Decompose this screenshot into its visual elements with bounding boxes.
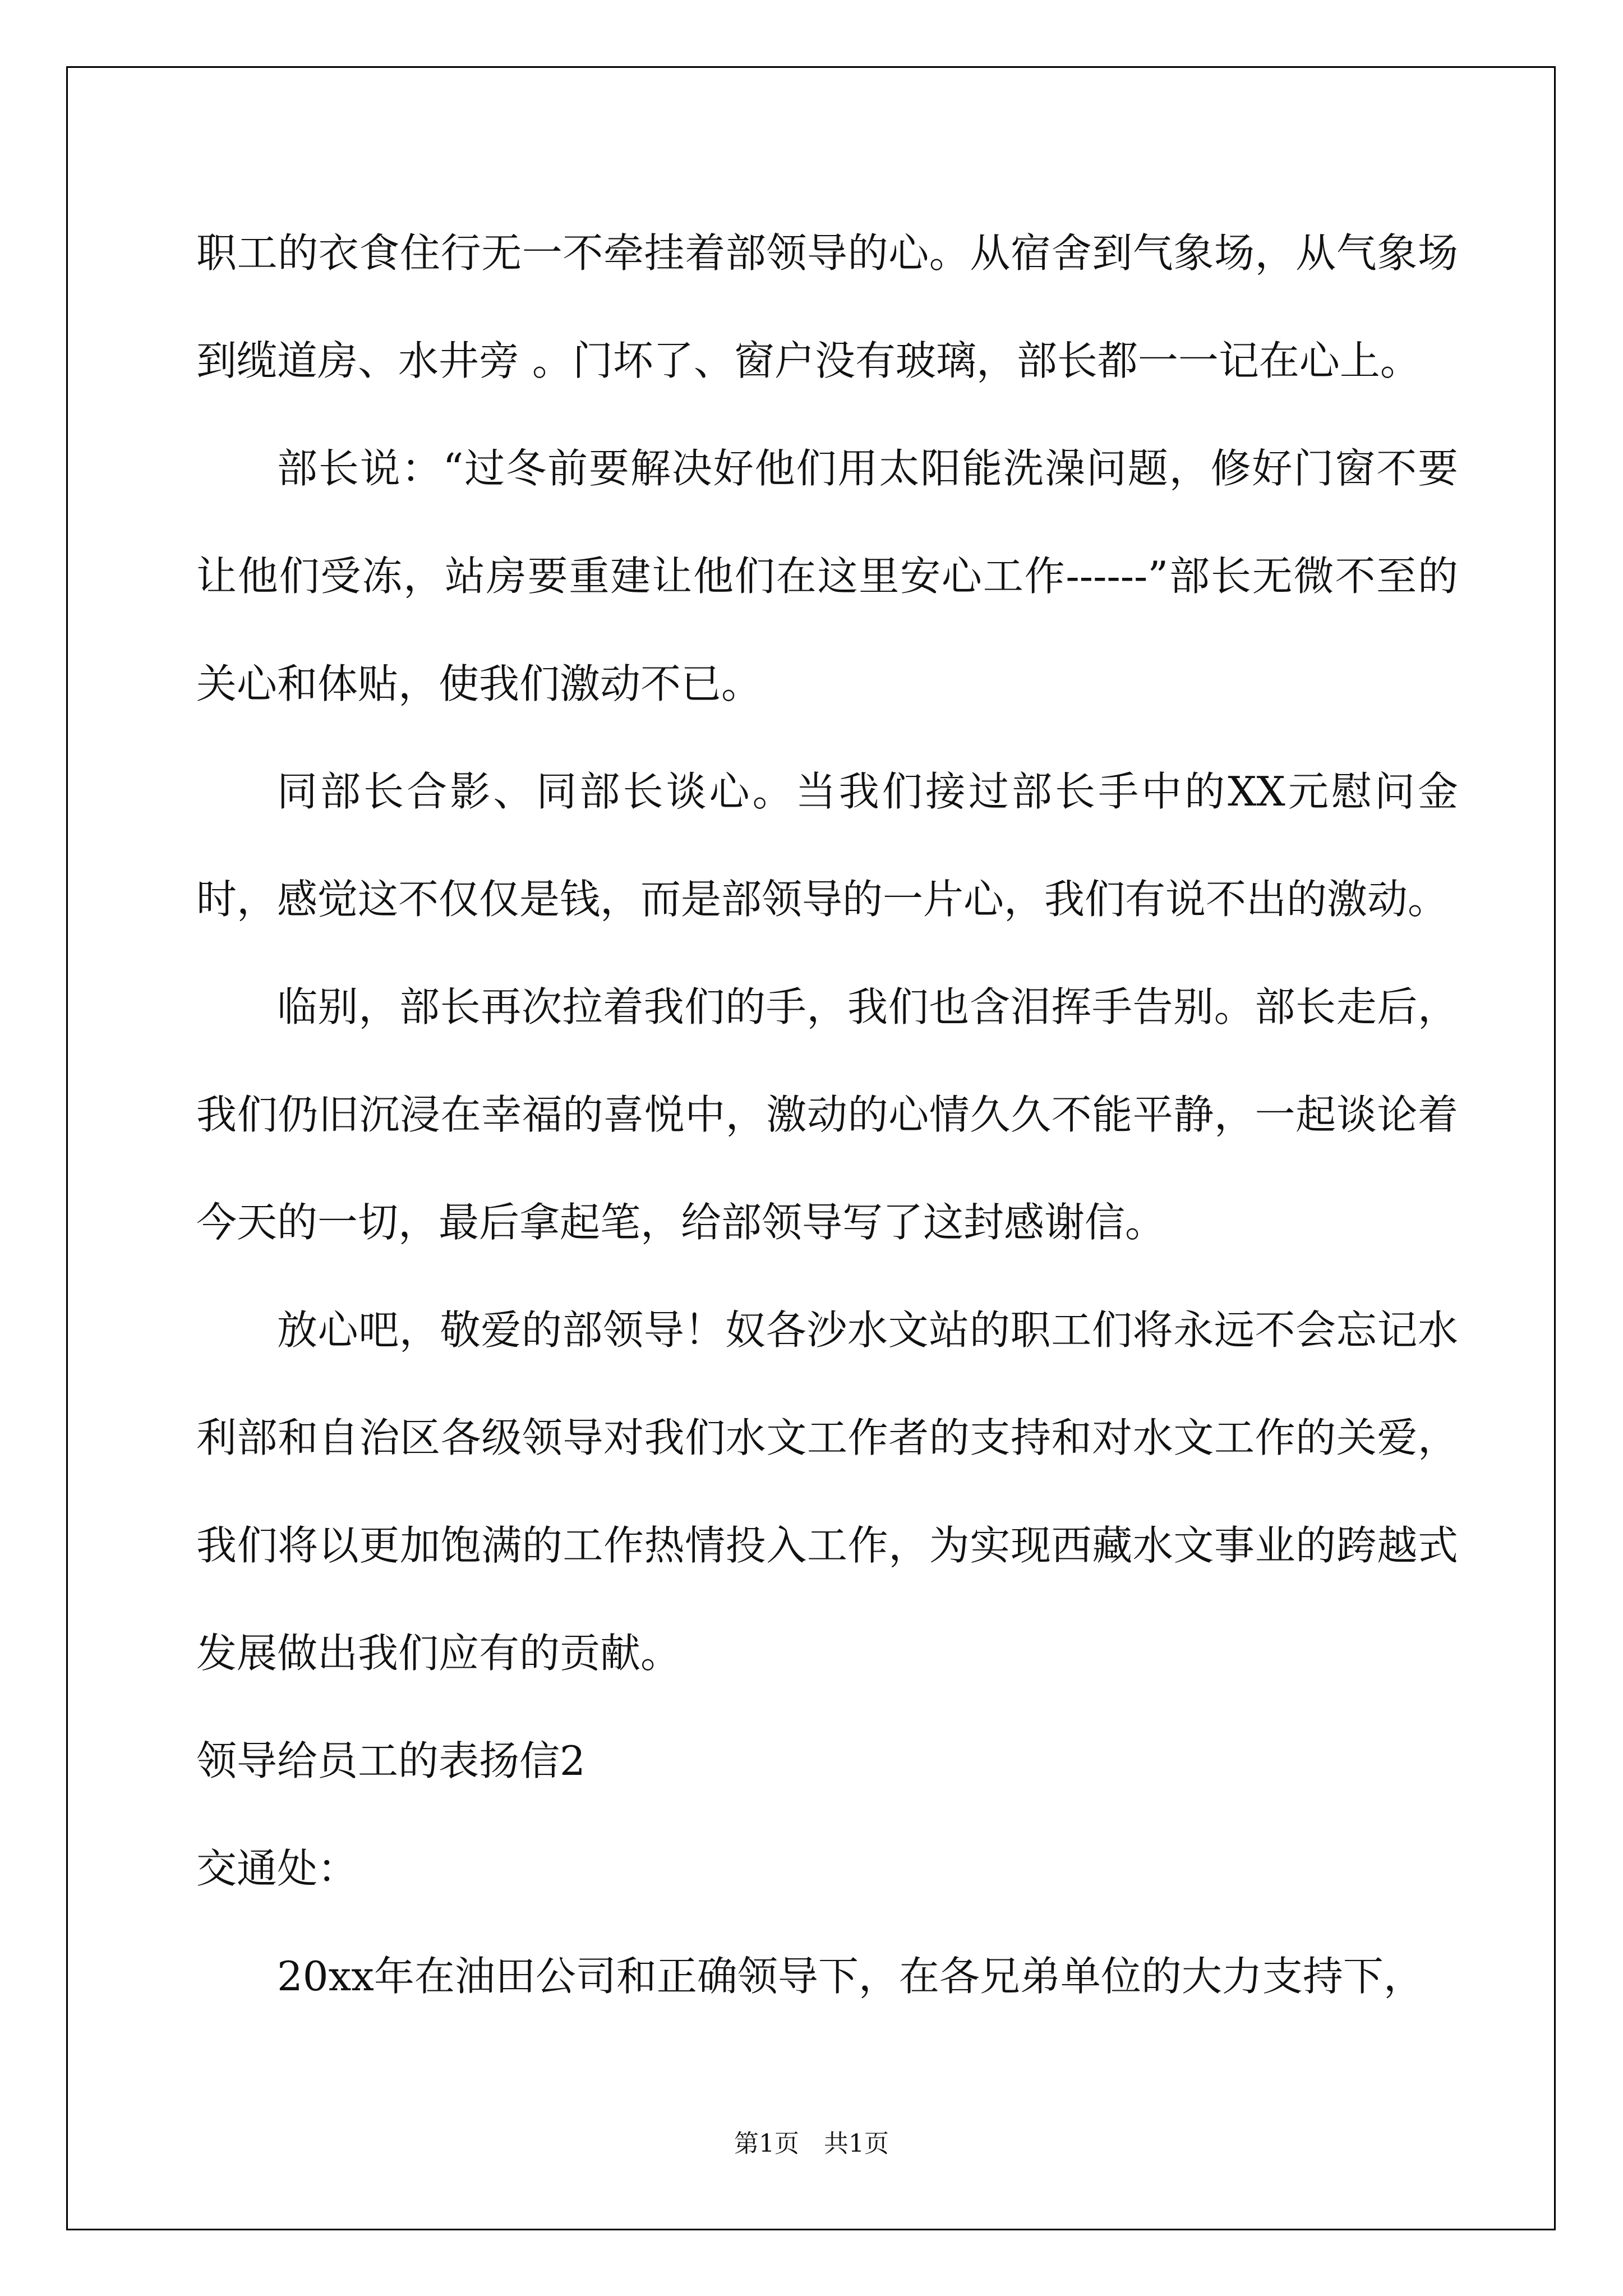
paragraph-4: 临别，部长再次拉着我们的手，我们也含泪挥手告别。部长走后，我们仍旧沉浸在幸福的喜悦中，激动的心情久久不能平静，一起谈论着今天的一切，最后拿起笔，给部领导写了这封感谢信。: [196, 983, 1458, 1246]
paragraph-2: 部长说：“过冬前要解决好他们用太阳能洗澡问题，修好门窗不要让他们受冻，站房要重建让他们在这里安心工作------”部长无微不至的关心和体贴，使我们激动不已。: [196, 445, 1458, 707]
paragraph-6: 20xx年在油田公司和正确领导下，在各兄弟单位的大力支持下，: [277, 1953, 1424, 2000]
document-body: [196, 199, 1458, 2030]
paragraph-5: 放心吧，敬爱的部领导！奴各沙水文站的职工们将永远不会忘记水利部和自治区各级领导对我们水文工作者的支持和对水文工作的关爱，我们将以更加饱满的工作热情投入工作，为实现西藏水文事业的跨越式发展做出我们应有的贡献。: [196, 1306, 1458, 1677]
salutation: 交通处：: [196, 1845, 358, 1892]
section-title: 领导给员工的表扬信2: [196, 1737, 585, 1784]
paragraph-3: 同部长合影、同部长谈心。当我们接过部长手中的XX元慰问金时，感觉这不仅仅是钱，而是部领导的一片心，我们有说不出的激动。: [196, 768, 1458, 923]
page-number-footer: 第1页 共1页: [734, 2129, 889, 2158]
paragraph-1: 职工的衣食住行无一不牵挂着部领导的心。从宿舍到气象场，从气象场到缆道房、水井旁 。门坏了、窗户没有玻璃，部长都一一记在心上。: [196, 229, 1458, 384]
